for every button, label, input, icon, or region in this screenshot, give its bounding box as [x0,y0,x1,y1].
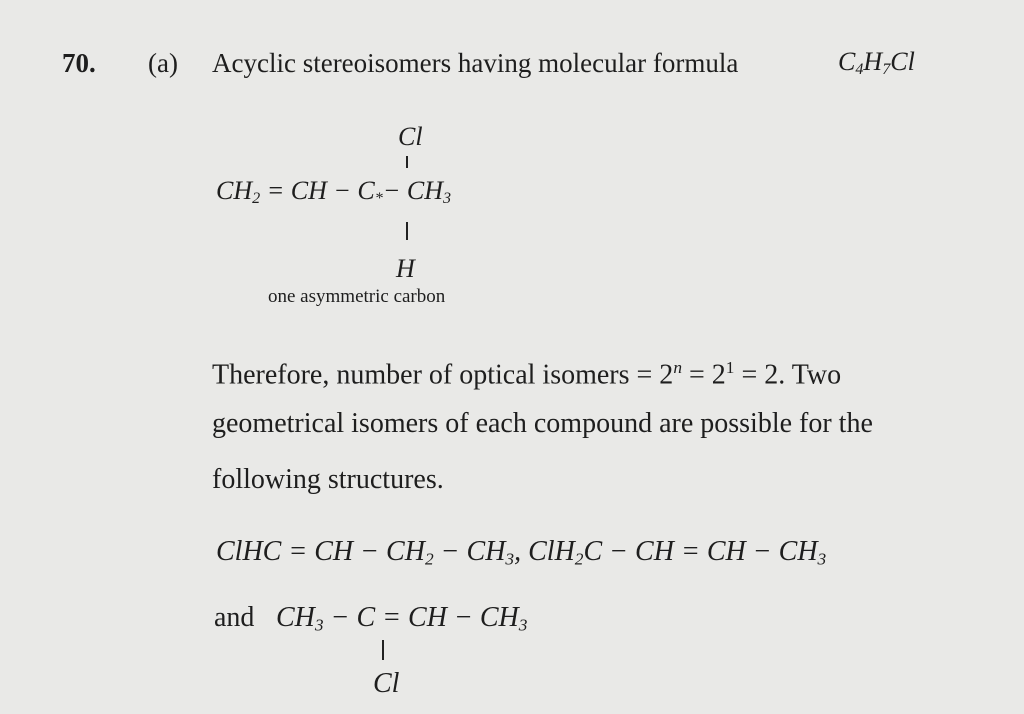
question-part: (a) [148,48,178,78]
question-heading: Acyclic stereoisomers having molecular formula [212,48,739,78]
structure1-bottom-bond [406,222,408,240]
paragraph-line-3: following structures. [212,464,444,495]
structure1-caption: one asymmetric carbon [268,286,446,307]
structure1-top-bond [406,156,408,168]
paragraph-line-1: Therefore, number of optical isomers = $2^n = 2^1 = 2$. Two [212,358,842,391]
question-number: 70. [62,48,96,78]
cropped-previous-line [200,0,206,13]
last-structure-main-chain: $CH_3 - C$ = CH − $CH_3$ [276,602,528,635]
last-structure-cl-substituent: Cl [373,668,400,699]
structure1-h-substituent: H [396,254,415,283]
structures-line: ClHC = CH − $CH_2 - CH_3$, ClH$_2$C − CH = CH − $CH_3$ [216,536,827,569]
last-structure-bond [382,640,384,660]
and-prefix: and [214,602,255,633]
molecular-formula: $C_4H_7Cl$ [838,47,915,79]
paragraph-line-2: geometrical isomers of each compound are possible for the [212,408,873,439]
structure1-cl-substituent: Cl [398,122,423,151]
structure1-main-chain: $CH_2$ = CH − $C_*- CH_3$ [216,176,452,208]
